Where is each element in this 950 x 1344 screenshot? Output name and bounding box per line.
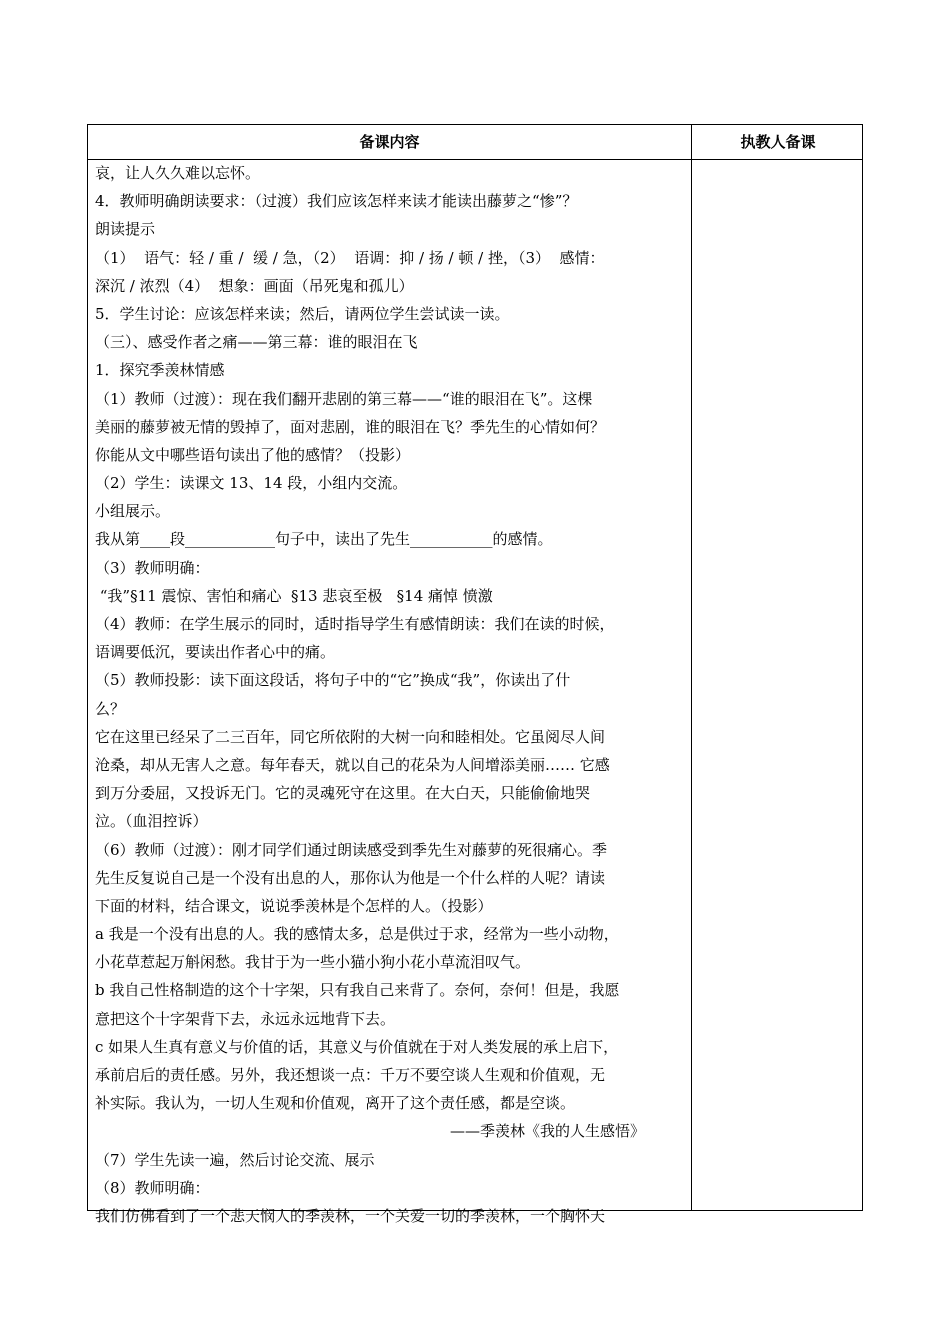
quote-line: 它在这里已经呆了二三百年，同它所依附的大树一向和睦相处。它虽阅尽人间 — [95, 727, 606, 746]
material-line: 补实际。我认为，一切人生观和价值观，离开了这个责任感，都是空谈。 — [95, 1094, 576, 1113]
text-line: （5）教师投影：读下面这段话，将句子中的“它”换成“我”，你读出了什 — [95, 671, 571, 690]
text-line: 语调要低沉，要读出作者心中的痛。 — [95, 643, 336, 662]
column-divider — [691, 125, 692, 1210]
text-line: 5．学生讨论：应该怎样来读；然后，请两位学生尝试读一读。 — [95, 304, 510, 323]
text-line: 4．教师明确朗读要求：（过渡）我们应该怎样来读才能读出藤萝之“惨”？ — [95, 192, 578, 211]
text-line: （3）教师明确： — [95, 558, 210, 577]
text-line: 哀，让人久久难以忘怀。 — [95, 164, 261, 182]
quote-line: 到万分委屈，又投诉无门。它的灵魂死守在这里。在大白天，只能偷偷地哭 — [95, 784, 591, 803]
text-line: “我”§11 震惊、害怕和痛心 §13 悲哀至极 §14 痛悼 愤激 — [95, 586, 493, 605]
text-line: 下面的材料，结合课文，说说季羡林是个怎样的人。（投影） — [95, 896, 493, 915]
material-line: a 我是一个没有出息的人。我的感情太多，总是供过于求，经常为一些小动物， — [95, 925, 619, 944]
material-line: c 如果人生真有意义与价值的话，其意义与价值就在于对人类发展的承上启下， — [95, 1037, 619, 1056]
section-heading: （三）、感受作者之痛——第三幕：谁的眼泪在飞 — [95, 333, 418, 352]
fill-in-blank-line: 我从第____段____________句子中，读出了先生___________的感情。 — [95, 530, 553, 549]
quote-line: 泣。（血泪控诉） — [95, 812, 208, 831]
text-line: （4）教师：在学生展示的同时，适时指导学生有感情朗读：我们在读的时候， — [95, 615, 615, 633]
header-teacher-notes: 执教人备课 — [740, 133, 816, 151]
text-line: （2）学生：读课文 13、14 段，小组内交流。 — [95, 474, 408, 493]
lesson-plan-table — [87, 124, 863, 1225]
quote-attribution: ——季羡林《我的人生感悟》 — [449, 1122, 645, 1141]
material-line: b 我自己性格制造的这个十字架，只有我自己来背了。奈何，奈何！但是，我愿 — [95, 981, 620, 1000]
text-line: 深沉 / 浓烈（4） 想象：画面（吊死鬼和孤儿） — [95, 276, 414, 295]
text-line: （1）教师（过渡）：现在我们翻开悲剧的第三幕——“谁的眼泪在飞”。这棵 — [95, 389, 593, 408]
text-line: 我们仿佛看到了一个悲天悯人的季羡林，一个关爱一切的季羡林，一个胸怀天 — [95, 1206, 606, 1225]
material-line: 意把这个十字架背下去，永远永远地背下去。 — [95, 1009, 396, 1028]
text-line: 1．探究季羡林情感 — [95, 361, 225, 380]
material-line: 小花草惹起万斛闲愁。我甘于为一些小猫小狗小花小草流泪叹气。 — [95, 953, 531, 972]
text-line: 美丽的藤萝被无情的毁掉了，面对悲剧，谁的眼泪在飞？季先生的心情如何？ — [95, 417, 606, 436]
text-line: （1） 语气：轻 / 重 / 缓 / 急，（2） 语调：抑 / 扬 / 顿 / 挫，（3） 感情： — [95, 248, 605, 267]
text-line: （6）教师（过渡）：刚才同学们通过朗读感受到季先生对藤萝的死很痛心。季 — [95, 840, 608, 859]
text-line: 么？ — [95, 699, 126, 718]
text-line: 你能从文中哪些语句读出了他的感情？（投影） — [95, 445, 411, 464]
material-line: 承前启后的责任感。另外，我还想谈一点：千万不要空谈人生观和价值观，无 — [95, 1066, 606, 1084]
text-line: （8）教师明确： — [95, 1178, 210, 1197]
text-line: （7）学生先读一遍，然后讨论交流、展示 — [95, 1150, 375, 1169]
lesson-content-cell — [95, 159, 685, 1230]
text-line: 小组展示。 — [95, 502, 171, 521]
text-line: 朗读提示 — [95, 220, 156, 239]
header-lesson-content: 备课内容 — [359, 133, 420, 151]
table-header-row — [88, 125, 862, 160]
quote-line: 沧桑，却从无害人之意。每年春天，就以自己的花朵为人间增添美丽…… 它感 — [95, 755, 610, 774]
text-line: 先生反复说自己是一个没有出息的人，那你认为他是一个什么样的人呢？请读 — [95, 868, 606, 887]
